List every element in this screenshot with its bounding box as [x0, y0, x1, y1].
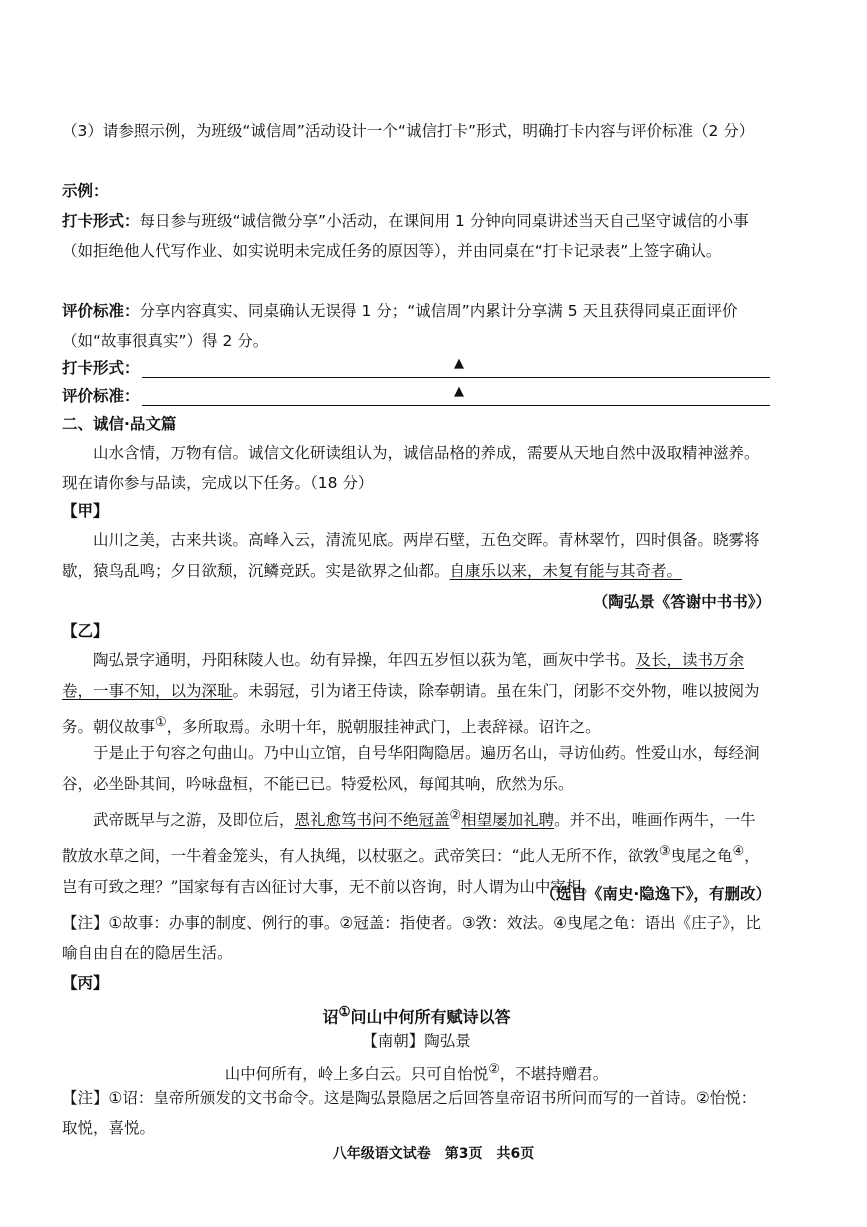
- jia-source: （陶弘景《答谢中书书》）: [592, 593, 771, 611]
- example-form-text: 每日参与班级“诚信微分享”小活动，在课间用 1 分钟向同桌讲述当天自己坚守诚信的小事（如拒绝他人代写作业、如实说明未完成任务的原因等），并由同桌在“打卡记录表”上签字确认。: [62, 212, 749, 260]
- poem-note-mark-2: ②: [488, 1062, 500, 1077]
- yi-paragraph-2: 于是止于句容之句曲山。乃中山立馆，自号华阳陶隐居。遍历名山，寻访仙药。性爱山水，每经涧谷，必坐卧其间，吟咏盘桓，不能已已。特爱松风，每闻其响，欣然为乐。: [62, 744, 760, 793]
- poem-title-a: 诏: [322, 1007, 339, 1027]
- yi-p1-underlined: 及长，读书万余卷，一事不知，以为深耻: [62, 651, 745, 700]
- poem-note-mark-1: ①: [338, 1004, 351, 1020]
- answer-line-form[interactable]: [62, 356, 770, 380]
- q3-prompt: （3）请参照示例，为班级“诚信周”活动设计一个“诚信打卡”形式，明确打卡内容与评价标准（2 分）: [62, 122, 755, 140]
- bing-note: 【注】①诏：皇帝所颁发的文书命令。这是陶弘景隐居之后回答皇帝诏书所问而写的一首诗。②怡悦：取悦，喜悦。: [62, 1089, 757, 1137]
- triangle-marker-icon: ▲: [454, 356, 464, 371]
- poem-verse-b: ，不堪持赠君。: [499, 1065, 609, 1084]
- yi-label: 【乙】: [62, 622, 109, 640]
- answer-line-criteria-rule[interactable]: [142, 405, 770, 406]
- note-mark-3: ③: [658, 844, 671, 860]
- answer-line-form-label: 打卡形式：: [62, 359, 140, 377]
- yi-p3-c: 曳尾之龟: [670, 847, 733, 866]
- answer-line-form-rule[interactable]: [142, 377, 770, 378]
- poem-verse-a: 山中何所有，岭上多白云。只可自怡悦: [224, 1065, 489, 1084]
- answer-line-criteria[interactable]: [62, 384, 770, 408]
- section2-heading: 二、诚信·品文篇: [62, 415, 177, 433]
- note-mark-2: ②: [449, 808, 462, 823]
- section2-intro: 山水含情，万物有信。诚信文化研读组认为，诚信品格的养成，需要从天地自然中汲取精神滋养。现在请你参与品读，完成以下任务。（18 分）: [62, 444, 760, 492]
- yi-source: （选自《南史·隐逸下》，有删改）: [540, 885, 771, 903]
- yi-p3-underlined-2: 相望屡加礼聘: [461, 811, 555, 830]
- page-footer: 八年级语文试卷 第3页 共6页: [332, 1146, 535, 1162]
- yi-p3-a: 武帝既早与之游，及即位后，: [93, 811, 295, 830]
- example-form: [62, 206, 771, 266]
- answer-line-criteria-label: 评价标准：: [62, 387, 140, 405]
- note-mark-4: ④: [732, 844, 745, 860]
- bing-label: 【丙】: [62, 974, 109, 992]
- yi-paragraph-1: [62, 645, 771, 743]
- example-criteria-text: 分享内容真实、同桌确认无误得 1 分；“诚信周”内累计分享满 5 天且获得同桌正面评价（如“故事很真实”）得 2 分。: [62, 302, 738, 350]
- jia-label: 【甲】: [62, 502, 109, 520]
- jia-underlined-sentence: 自康乐以来，未复有能与其奇者。: [449, 562, 683, 580]
- yi-p3-underlined-1: 恩礼愈笃书问不绝冠盖: [294, 811, 450, 830]
- yi-p1-b: 。未弱冠，引为诸王侍读，除奉朝请。虽在朱门，闭影不交外物，唯以披阅为务。朝仪故事: [62, 682, 760, 737]
- example-form-label: 打卡形式：: [62, 212, 140, 230]
- yi-p1-c: ，多所取焉。永明十年，脱朝服挂神武门，上表辞禄。诏许之。: [166, 718, 601, 737]
- poem-author: 【南朝】陶弘景: [362, 1032, 471, 1050]
- yi-p3-b: 。并不出，唯画作两牛，一牛散放水草之间，一牛着金笼头，有人执绳，以杖驱之。武帝笑曰：“此人无所不作，欲敩: [62, 811, 756, 866]
- yi-p1-a: 陶弘景字通明，丹阳秣陵人也。幼有异操，年四五岁恒以荻为笔，画灰中学书。: [93, 651, 636, 669]
- yi-note: 【注】①故事：办事的制度、例行的事。②冠盖：指使者。③敩：效法。④曳尾之龟：语出《庄子》，比喻自由自在的隐居生活。: [62, 914, 761, 962]
- triangle-marker-icon: ▲: [454, 384, 464, 399]
- example-label: 示例：: [62, 182, 109, 200]
- example-criteria: [62, 296, 771, 356]
- poem-title-b: 问山中何所有赋诗以答: [350, 1007, 511, 1027]
- jia-text-main: 山川之美，古来共谈。高峰入云，清流见底。两岸石壁，五色交晖。青林翠竹，四时俱备。晓雾将歇，猿鸟乱鸣；夕日欲颓，沉鳞竞跃。实是欲界之仙都。: [62, 531, 760, 580]
- jia-text: [62, 525, 771, 587]
- note-mark-1: ①: [155, 715, 167, 730]
- example-criteria-label: 评价标准：: [62, 302, 140, 320]
- yi-p3-d: ，岂有可致之理？”国家每有吉凶征讨大事，无不前以咨询，时人谓为山中宰相。: [62, 847, 760, 897]
